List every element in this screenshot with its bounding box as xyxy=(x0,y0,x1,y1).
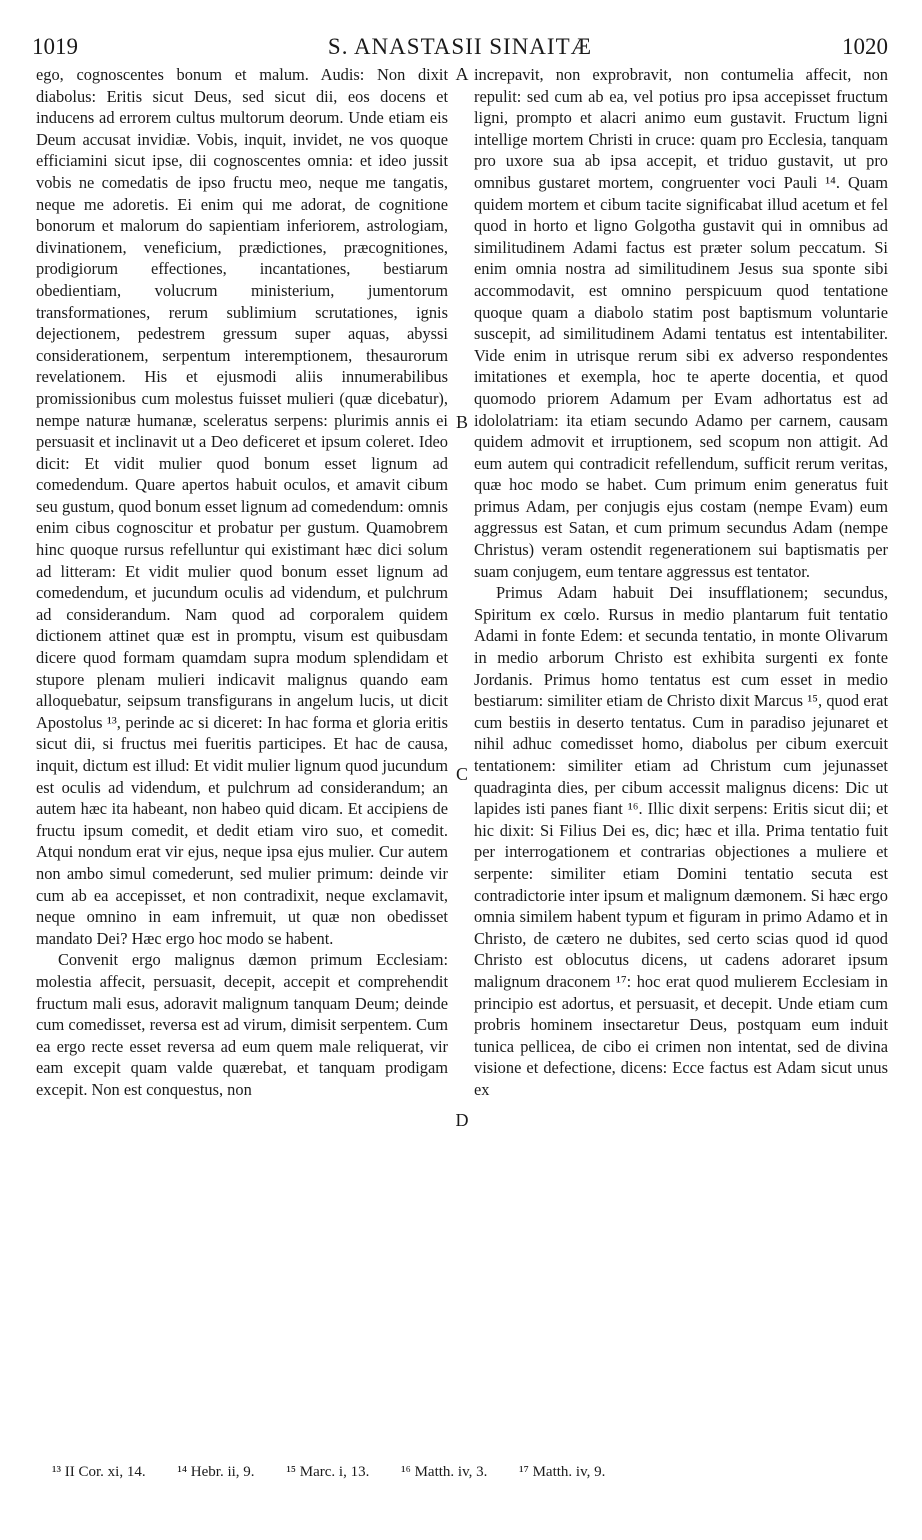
running-title: S. ANASTASII SINAITÆ xyxy=(327,34,593,59)
footnote: ¹³ II Cor. xi, 14. xyxy=(52,1464,146,1480)
footnotes xyxy=(52,1464,888,1481)
section-marker-b: B xyxy=(455,412,468,432)
right-column xyxy=(474,64,888,1408)
footnote: ¹⁵ Marc. i, 13. xyxy=(286,1464,370,1480)
page-number-right: 1020 xyxy=(842,34,888,59)
footnote: ¹⁴ Hebr. ii, 9. xyxy=(177,1464,255,1480)
footnote: ¹⁷ Matth. iv, 9. xyxy=(519,1464,606,1480)
page-header xyxy=(32,34,888,64)
left-column xyxy=(36,64,448,1408)
footnote: ¹⁶ Matth. iv, 3. xyxy=(401,1464,488,1480)
paragraph: ego, cognoscentes bonum et malum. Audis: Non dixit diabolus: Eritis sicut Deus, sed sicut dii, eos docens et inducens ad errorem cultus multorum deorum. Unde etiam eis Deum accusat invidiæ. Vobis, inquit, invidet, ne vos quoque efficiamini sicut ipse, dii cognoscentes omnia: et ideo jussit vobis ne comedatis de ipso fructu meo, neque me tangatis, neque me adoretis. Ei enim qui me adorat, de cognitione bonorum et malorum do sapientiam inferiorem, astrologiam, divinationem, veneficium, prædictiones, præcognitiones, prodigiorum effectiones, incantationes, bestiarum obedientiam, volucrum ministerium, jumentorum transformationes, rerum sublimium scrutationes, ignis dejectionem, pedestrem gressum super aquas, abyssi considerationem, serpentum interemptionem, thesaurorum revelationem. His et ejusmodi aliis innumerabilibus promissionibus cum molestus fuisset mulieri (quæ dicebatur), nempe naturæ humanæ, sceleratus serpens: plurimis annis ei persuasit et inclinavit ut a Deo deficeret et ipsum coleret. Ideo dicit: Et vidit mulier quod bonum esset lignum ad comedendum. Quare apertos habuit oculos, et amavit cibum seu gustum, quod bonum esset lignum ad comedendum: omnis enim cibus cognoscitur et probatur per gustum. Quamobrem hinc quoque rursus refelluntur qui existimant hæc dici solum ad litteram: Et vidit mulier quod bonum esset lignum ad comedendum, et jucundum oculis ad videndum, et pulchrum ad considerandum. Nam quod ad corporalem quidem dictionem attinet quæ est in promptu, visum est quibusdam dicere quod formam quamdam supra modum splendidam et stupore plenam mulieri indicavit malignus quando eam alloquebatur, seipsum transfigurans in angelum lucis, ut dicit Apostolus ¹³, perinde ac si diceret: In hac forma et gloria eritis sicut dii, si fructus mei fueritis participes. Et hac de causa, inquit, dictum est illud: Et vidit mulier lignum quod jucundum est oculis ad videndum, et pulchrum ad considerandum; an autem hæc ita habeant, non habeo quid dicam. Et accipiens de fructu ipsum comedit, et dedit etiam viro suo, et comedit. Atqui nondum erat vir ejus, neque ipsa ejus mulier. Cur autem non ambo simul comederunt, sed mulier primum: deinde vir cum ab ea accepisset, et non contradixit, neque exclamavit, neque omnino in eam infremuit, ut quæ non obedisset mandato Dei? Hæc ergo hoc modo se habent. xyxy=(36,65,448,948)
section-marker-c: C xyxy=(455,764,468,784)
paragraph: Convenit ergo malignus dæmon primum Ecclesiam: molestia affecit, persuasit, decepit, accepit et comprehendit fructum mali esus, adoravit malignum tanquam Deum; deinde cum comedisset, reversa est ad virum, dimisit serpentem. Cum ea ergo recte esset reversa ad eum quem male reliquerat, vir eam excepit quam valde quærebat, et tanquam prodigam excepit. Non est conquestus, non xyxy=(36,950,448,1099)
section-marker-d: D xyxy=(455,1110,469,1130)
paragraph: Primus Adam habuit Dei insufflationem; secundus, Spiritum ex cœlo. Rursus in medio plantarum fuit tentatio Adami in fonte Edem: et secunda tentatio, in monte Olivarum in medio arborum Christo est exhibita surgenti ex fonte Jordanis. Primus homo tentatus est cum esset in medio bestiarum: similiter etiam de Christo dixit Marcus ¹⁵, quod erat cum bestiis in deserto tentatus. Cum in paradiso jejunaret et nihil adhuc comedisset homo, diabolus per cibum exercuit tentationem: similiter etiam ad Christum cum jejunasset quadraginta dies, per cibum accessit malignus dicens: Dic ut lapides isti panes fiant ¹⁶. Illic dixit serpens: Eritis sicut dii; et hic dixit: Si Filius Dei es, dic; hæc et illa. Prima tentatio fuit per interrogationem et contrarias objectiones a muliere et serpente: similiter etiam Domini tentatio secuta est contradictorie inter ipsum et malignum dæmonem. Si hæc ergo omnia similem habent typum et figuram in primo Adamo et in Christo, de cætero ne dubites, sed certo scias quod id quod Christo est oblocutus dicens, ut cadens adoraret ipsum malignum draconem ¹⁷: hoc erat quod mulierem Ecclesiam in principio est adortus, et persuasit, et decepit. Unde etiam cum probris hominem insectaretur Deus, postquam eum induit tunica pellicea, de cibo ei crimen non intentat, sed de divina visione et defectione, dicens: Ecce factus est Adam sicut unus ex xyxy=(474,583,888,1099)
section-marker-a: A xyxy=(455,64,469,84)
page-number-left: 1019 xyxy=(32,34,78,59)
paragraph: increpavit, non exprobravit, non contumelia affecit, non repulit: sed cum ab ea, vel potius pro ipsa accepisset fructum ligni, prompto et alacri animo eum gustavit. Fructum ligni intellige mortem Christi in cruce: quam pro Ecclesia, tanquam pro uxore sua ab ipsa accepit, et triduo gustavit, ut pro omnibus gustaret mortem, congruenter voci Pauli ¹⁴. Quam quidem mortem et cibum tacite significabat illud acetum et fel quod in horto et ligno Golgotha gustavit qui in omnibus ad similitudinem Adami factus est præter solum peccatum. Si enim omnia nostra ad similitudinem Jesus sua sponte sibi accommodavit, est omnino perspicuum quod tentatione quoque quam a diabolo statim post baptismum voluntarie suscepit, ad similitudinem Adami tentatus est intentabiliter. Vide enim in utrisque rerum sibi ex adverso respondentes imitationes et exempla, hoc te aperte docentia, et quod quomodo priorem Adamum per Evam adhortatus est ad idololatriam: ita etiam secundo Adamo per carnem, causam quidem admovit et irruptionem, sed scopum non attigit. Ad eum autem qui contradicit refellendum, sufficit rerum veritas, quæ hoc modo se habet. Cum primum enim generatus fuit primus Adam, per conjugis ejus costam (nempe Evam) eum aggressus est Satan, et cum primum secundus Adam (nempe Christus) veram ostendit regenerationem sui baptismatis per suam conjugem, eum tentare aggressus est tentator. xyxy=(474,65,888,581)
